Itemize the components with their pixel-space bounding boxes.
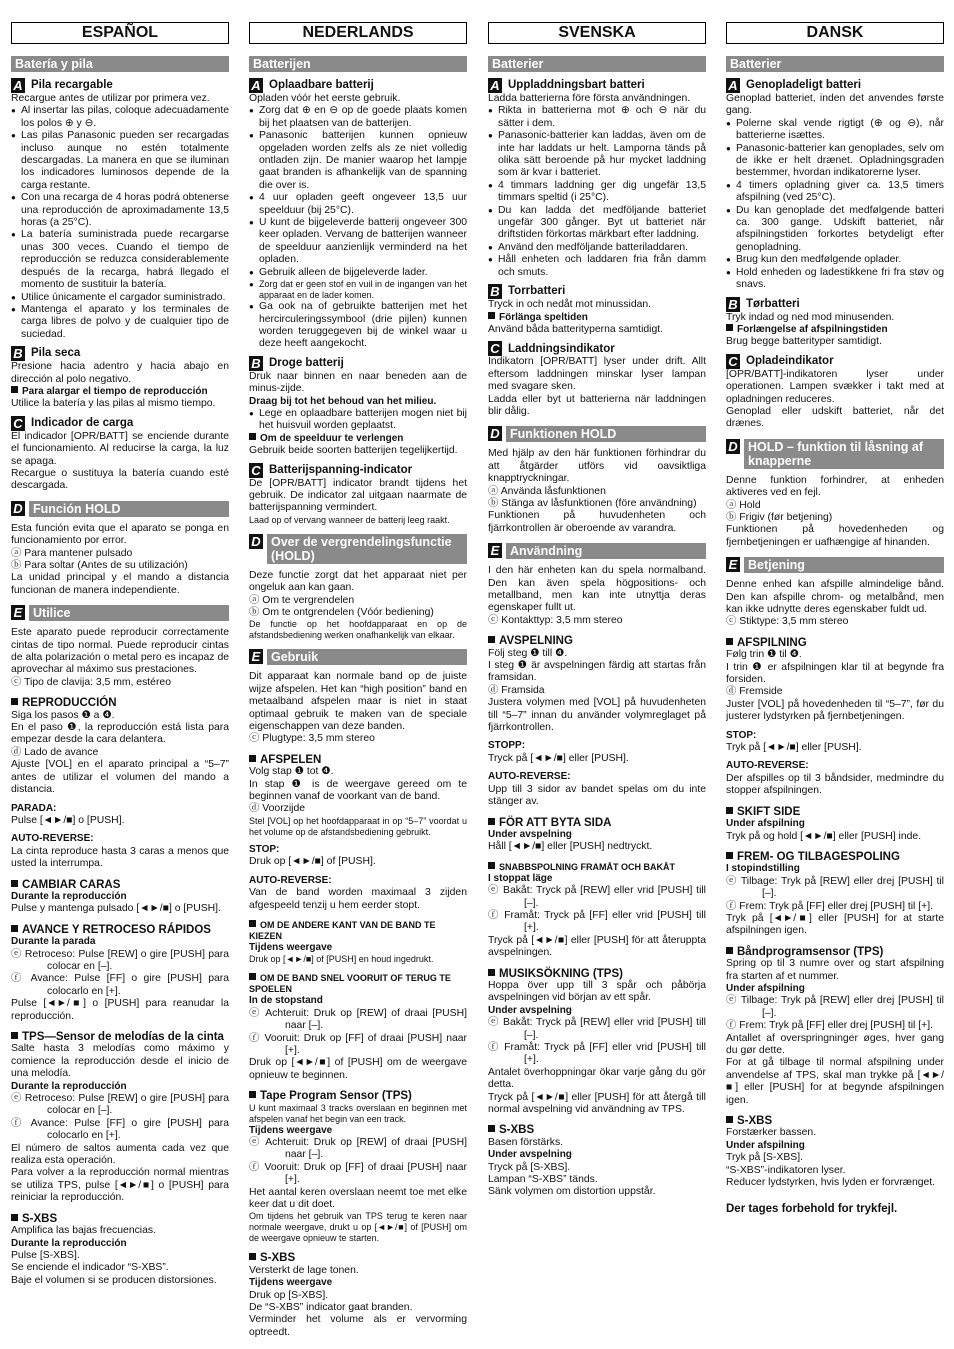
- text: ⓒ Plugtype: 3,5 mm stereo: [249, 733, 375, 745]
- text: ⓔ Retroceso: Pulse [REW] o gire [PUSH] para colocar en [–].: [11, 1093, 229, 1117]
- square-bullet-icon: [249, 1091, 256, 1098]
- heading: S-XBS: [737, 1115, 773, 1128]
- subheading: Om de speelduur te verlengen: [260, 432, 404, 444]
- text: Tryck på [◄►/■] eller [PUSH].: [488, 752, 629, 764]
- section-header: Gebruik: [267, 649, 467, 665]
- text: I trin ❶ er afspilningen klar til at begynde fra forsiden.: [726, 661, 944, 686]
- square-bullet-icon: [488, 312, 495, 319]
- text: La unidad principal y el mando a distancia funcionan de manera independiente.: [11, 572, 229, 596]
- list-item: ● Hold enheden og ladestikkene fri fra støv og snavs.: [726, 267, 944, 292]
- list-item: ● Panasonic-batterier kan laddas, även om de inte har laddats ur helt. Lamporna tänds på olika sätt beroende på hur mycket laddning som är kvar i batteriet.: [488, 130, 706, 180]
- list-item: ● Gebruik alleen de bijgeleverde lader.: [249, 267, 467, 279]
- language-header: ESPAÑOL: [11, 22, 229, 44]
- section-header: Funktionen HOLD: [506, 426, 706, 442]
- heading: OM DE ANDERE KANT VAN DE BAND TE KIEZEN: [249, 919, 436, 941]
- heading: TPS—Sensor de melodías de la cinta: [22, 1031, 224, 1043]
- text: Brug begge batterityper samtidigt.: [726, 336, 882, 348]
- square-bullet-icon: [726, 324, 733, 331]
- text: Ladda eller byt ut batterierna när laddningen blir dålig.: [488, 393, 706, 417]
- text: Indikatorn [OPR/BATT] lyser under drift. Allt eftersom laddningen minskar lyser lampan med svagare sken.: [488, 356, 706, 393]
- text: Siga los pasos ❶ a ❹.: [11, 709, 115, 721]
- text: Lampan “S-XBS” tänds.: [488, 1174, 598, 1186]
- list-item: ● Zorg dat ⊕ en ⊖ op de goede plaats komen bij het plaatsen van de batterijen.: [249, 105, 467, 130]
- text: Druk naar binnen en naar beneden aan de minus-zijde.: [249, 370, 467, 395]
- subheading: PARADA:: [11, 802, 57, 814]
- text: ⓐ Para mantener pulsado: [11, 547, 133, 559]
- text: Tryk indad og ned mod minusenden.: [726, 311, 895, 323]
- text: Baje el volumen si se producen distorsiones.: [11, 1274, 217, 1286]
- list-item: ● Zorg dat er geen stof en vuil in de ingangen van het apparaat en de lader komen.: [249, 279, 467, 301]
- subheading: Para alargar el tiempo de reproducción: [22, 385, 208, 397]
- bullet-list: [249, 105, 467, 350]
- heading: FREM- OG TILBAGESPOLING: [737, 850, 900, 863]
- heading: S-XBS: [22, 1212, 58, 1225]
- text: ⓕ Frem: Tryk på [FF] eller drej [PUSH] til [+].: [726, 1020, 933, 1032]
- column-nederlands: [249, 22, 467, 1342]
- text: ⓕ Frem: Tryk på [FF] eller drej [PUSH] til [+].: [726, 900, 933, 912]
- subheading: Tijdens weergave: [249, 1124, 333, 1136]
- text: ⓕ Avance: Pulse [FF] o gire [PUSH] para colocarlo en [+].: [11, 973, 229, 997]
- subheading: Durante la reproducción: [11, 890, 127, 902]
- text: Dit apparaat kan normale band op de juiste wijze afspelen. Het kan “high position” band en metaalband afspelen maar is niet in staat optimaal gebruik te maken van de speciale eigenschappen van deze banden.: [249, 671, 467, 733]
- text: ⓐ Om te vergrendelen: [249, 594, 355, 606]
- text: La cinta reproduce hasta 3 caras a menos que usted la interrumpa.: [11, 845, 229, 870]
- footer-note: Der tages forbehold for trykfejl.: [726, 1203, 898, 1216]
- subheading: AUTO-REVERSE:: [249, 874, 332, 886]
- square-bullet-icon: [726, 1116, 733, 1123]
- text: Stel [VOL] op het hoofdapparaat in op “5–7” voordat u het volume op de afstandsbediening gebruikt.: [249, 815, 467, 837]
- section-header: Betjening: [744, 557, 944, 573]
- label-a: A: [11, 78, 25, 93]
- text: Juster [VOL] på hovedenheden til “5–7”, før du justerer lydstyrken på fjernbetjeningen.: [726, 698, 944, 723]
- text: Utilice la batería y las pilas al mismo tiempo.: [11, 398, 216, 410]
- bullet-list: [488, 105, 706, 279]
- text: Pulse y mantenga pulsado [◄►/■] o [PUSH].: [11, 903, 221, 915]
- heading: S-XBS: [499, 1124, 535, 1137]
- label-d: D: [11, 501, 25, 516]
- heading: Tape Program Sensor (TPS): [260, 1090, 412, 1103]
- text: Versterkt de lage tonen.: [249, 1264, 359, 1276]
- text: Het aantal keren overslaan neemt toe met elke keer dat u dit doet.: [249, 1186, 467, 1210]
- text: Med hjälp av den här funktionen förhindrar du att åtgärder utförs vid oavsiktliga knapptryckningar.: [488, 448, 706, 485]
- text: ⓔ Retroceso: Pulse [REW] o gire [PUSH] para colocar en [–].: [11, 948, 229, 972]
- list-item: ● Använd den medföljande batteriladdaren.: [488, 242, 706, 254]
- heading: SNABBSPOLNING FRAMÅT OCH BAKÅT: [499, 861, 675, 872]
- language-header: SVENSKA: [488, 22, 706, 44]
- heading: AVANCE Y RETROCESO RÁPIDOS: [22, 923, 211, 936]
- text: El indicador [OPR/BATT] se enciende durante el funcionamiento. Al reducirse la carga, la luz se apaga.: [11, 430, 229, 467]
- text: ⓓ Lado de avance: [11, 746, 99, 758]
- text: ⓔ Tilbage: Tryk på [REW] eller drej [PUSH] til [–].: [726, 875, 944, 900]
- section-header: Batterijen: [249, 56, 467, 72]
- label-b: B: [11, 346, 25, 361]
- text: ⓒ Kontakttyp: 3,5 mm stereo: [488, 614, 623, 626]
- subheading: AUTO-REVERSE:: [726, 760, 809, 772]
- heading: SKIFT SIDE: [737, 805, 801, 818]
- section-header: Batería y pila: [11, 56, 229, 72]
- text: ⓑ Frigiv (før betjening): [726, 511, 833, 523]
- text: Antalet överhoppningar ökar varje gång du gör detta.: [488, 1066, 706, 1091]
- label-a: A: [726, 78, 740, 93]
- square-bullet-icon: [249, 433, 256, 440]
- text: De [OPR/BATT] indicator brandt tijdens het gebruik. De indicator zal uitgaan naarmate de batterijspanning vermindert.: [249, 477, 467, 514]
- text: Reducer lydstyrken, hvis lyden er forvrænget.: [726, 1177, 936, 1189]
- list-item: ● Håll enheten och laddaren fria från damm och smuts.: [488, 254, 706, 279]
- text: Druk op [S-XBS].: [249, 1289, 329, 1301]
- list-item: ● Panasonic-batterier kan genoplades, selv om de ikke er helt drænet. Opladningsgraden bestemmer, hvordan indikatorerne lyser.: [726, 143, 944, 180]
- text: Forstærker bassen.: [726, 1127, 817, 1139]
- text: Amplifica las bajas frecuencias.: [11, 1225, 156, 1237]
- text: I steg ❶ är avspelningen färdig att startas från framsidan.: [488, 660, 706, 684]
- heading: FÖR ATT BYTA SIDA: [499, 816, 612, 829]
- text: Volg stap ❶ tot ❹.: [249, 766, 334, 778]
- text: Se enciende el indicador “S-XBS”.: [11, 1262, 169, 1274]
- text: ⓔ Bakåt: Tryck på [REW] eller vrid [PUSH] till [–].: [488, 885, 706, 909]
- language-header: NEDERLANDS: [249, 22, 467, 44]
- text: Tryck på [◄►/■] eller [PUSH] för att återgå till normal avspelning vid användning av TPS.: [488, 1091, 706, 1116]
- subheading: Tijdens weergave: [249, 1277, 333, 1289]
- section-header: Función HOLD: [29, 501, 229, 517]
- text: Justera volymen med [VOL] på huvudenheten till “5–7” innan du använder volymreglaget på fjärrkontrollen.: [488, 697, 706, 734]
- text: Tryk på [◄►/■] eller [PUSH].: [726, 742, 862, 754]
- subheading: Durante la reproducción: [11, 1080, 127, 1092]
- heading: AVSPELNING: [499, 635, 573, 648]
- text: Recargue o sustituya la batería cuando esté descargada.: [11, 467, 229, 492]
- subheading: Under avspelning: [488, 1004, 572, 1016]
- text: Antallet af overspringninger øges, hver gang du gør dette.: [726, 1032, 944, 1056]
- text: Pulse [S-XBS].: [11, 1249, 80, 1261]
- bullet-list: [11, 105, 229, 341]
- subheading: AUTO-REVERSE:: [488, 771, 571, 783]
- label-d: D: [249, 534, 263, 549]
- label-a: A: [249, 78, 263, 93]
- square-bullet-icon: [488, 969, 495, 976]
- text: I den här enheten kan du spela normalband. Den kan även spela högpositions- och metallband, men kan inte utnyttja deras egenskaper fullt ut.: [488, 565, 706, 614]
- label-c: C: [726, 354, 740, 369]
- square-bullet-icon: [726, 852, 733, 859]
- label-b: B: [726, 297, 740, 312]
- text: Van de band worden maximaal 3 zijden afgespeeld tenzij u hem eerder stopt.: [249, 887, 467, 911]
- language-header: DANSK: [726, 22, 944, 44]
- text: Tryk på [◄►/■] eller [PUSH] for at starte afspilningen igen.: [726, 912, 944, 937]
- subheading: STOP:: [249, 843, 280, 855]
- subsection-title: Indicador de carga: [31, 417, 134, 430]
- subheading: Under afspilning: [726, 1139, 805, 1151]
- subheading: Under afspilning: [726, 982, 805, 994]
- text: Följ steg ❶ till ❹.: [488, 647, 568, 659]
- subsection-title: Genopladeligt batteri: [746, 79, 862, 92]
- bullet-list: [726, 118, 944, 292]
- text: ⓓ Fremside: [726, 686, 783, 698]
- text: Använd båda batterityperna samtidigt.: [488, 323, 664, 335]
- square-bullet-icon: [726, 807, 733, 814]
- text: Presione hacia adentro y hacia abajo en dirección al polo negativo.: [11, 361, 229, 385]
- subheading: Tijdens weergave: [249, 941, 333, 953]
- text: ⓔ Achteruit: Druk op [REW] of draai [PUSH] naar [–].: [249, 1007, 467, 1032]
- section-header: Utilice: [29, 605, 229, 621]
- label-c: C: [488, 341, 502, 356]
- list-item: ● Rikta in batterierna mot ⊕ och ⊖ när du sätter i dem.: [488, 105, 706, 130]
- text: Druk op [◄►/■] of [PUSH].: [249, 856, 376, 868]
- text: Sänk volymen om distortion uppstår.: [488, 1186, 656, 1198]
- label-c: C: [249, 463, 263, 478]
- text: Esta función evita que el aparato se ponga en funcionamiento por error.: [11, 522, 229, 547]
- square-bullet-icon: [11, 386, 18, 393]
- square-bullet-icon: [726, 947, 733, 954]
- text: ⓕ Vooruit: Druk op [FF] of draai [PUSH] naar [+].: [249, 1032, 467, 1056]
- heading: CAMBIAR CARAS: [22, 878, 121, 891]
- text: ⓒ Tipo de clavija: 3,5 mm, estéreo: [11, 676, 171, 688]
- text: Funktionen på hovedenheden og fjernbetjeningen er uafhængige af hinanden.: [726, 524, 944, 548]
- list-item: ● Du kan ladda det medföljande batteriet ungefär 300 gånger. Byt ut batteriet när driftstiden förkortas märkbart efter laddning.: [488, 205, 706, 242]
- text: Ladda batterierna före första användningen.: [488, 93, 691, 104]
- square-bullet-icon: [488, 636, 495, 643]
- text: Der afspilles op til 3 båndsider, medmindre du stopper afspilningen.: [726, 772, 944, 797]
- subsection-title: Oplaadbare batterij: [269, 79, 374, 92]
- heading: OM DE BAND SNEL VOORUIT OF TERUG TE SPOELEN: [249, 973, 451, 995]
- text: ⓓ Voorzijde: [249, 803, 306, 815]
- text: En el paso ❶, la reproducción está lista para empezar desde la cara delantera.: [11, 722, 229, 746]
- list-item: ● 4 uur opladen geeft ongeveer 13,5 uur speelduur (bij 25°C).: [249, 192, 467, 217]
- square-bullet-icon: [249, 973, 256, 980]
- text: Følg trin ❶ til ❹.: [726, 649, 802, 661]
- text: Druk op [◄►/■] of [PUSH] om de weergave opnieuw te beginnen.: [249, 1057, 467, 1081]
- text: Opladen vóór het eerste gebruik.: [249, 93, 401, 104]
- square-bullet-icon: [11, 1214, 18, 1221]
- text: ⓑ Stänga av låsfunktionen (före användning): [488, 497, 697, 509]
- subheading: Durante la parada: [11, 936, 96, 948]
- text: Gebruik beide soorten batterijen tegelijkertijd.: [249, 445, 458, 457]
- text: ⓔ Achteruit: Druk op [REW] of draai [PUSH] naar [–].: [249, 1136, 467, 1161]
- list-item: ● U kunt de bijgeleverde batterij ongeveer 300 keer opladen. Vervang de batterijen wanneer de speelduur aanzienlijk verminderd na het opladen.: [249, 217, 467, 267]
- text: For at gå tilbage til normal afspilning under anvendelse af TPS, skal man trykke på [◄►/■] eller [PUSH] for at begynde afspilningen igen.: [726, 1057, 944, 1106]
- subheading: I stopindstilling: [726, 863, 800, 875]
- label-e: E: [249, 649, 263, 664]
- text: Håll [◄►/■] eller [PUSH] nedtryckt.: [488, 841, 653, 853]
- list-item: ● Ga ook na of gebruikte batterijen met het hercirculeringssymbool (drie pijlen) kunnen worden teruggegeven bij de winkel waar u deze heeft aangekocht.: [249, 301, 467, 351]
- subsection-title: Batterijspanning-indicator: [269, 463, 413, 476]
- text: Verminder het volume als er vervorming optreedt.: [249, 1314, 467, 1338]
- list-item: ● 4 timmars laddning ger dig ungefär 13,5 timmars speltid (i 25°C).: [488, 180, 706, 205]
- text: Pulse [◄►/■] o [PUSH].: [11, 814, 125, 826]
- label-d: D: [488, 426, 502, 441]
- list-item: ● Mantenga el aparato y los terminales de carga libres de polvo y de cualquier tipo de suciedad.: [11, 304, 229, 341]
- heading: S-XBS: [260, 1252, 296, 1265]
- text: Genoplad batteriet, inden det anvendes første gang.: [726, 93, 944, 117]
- list-item: ● La batería suministrada puede recargarse unas 300 veces. Cuando el tiempo de reproducción se reduzca considerablemente después de la recarga, habrá llegado el momento de sustituir la batería.: [11, 229, 229, 291]
- label-a: A: [488, 78, 502, 93]
- column-dansk: [726, 22, 944, 1342]
- square-bullet-icon: [11, 925, 18, 932]
- subheading: In de stopstand: [249, 995, 323, 1007]
- text: Tryk på [S-XBS].: [726, 1152, 803, 1164]
- label-e: E: [488, 543, 502, 558]
- text: Upp till 3 sidor av bandet spelas om du inte stänger av.: [488, 783, 706, 808]
- heading: AFSPELEN: [260, 753, 322, 766]
- text: [OPR/BATT]-indikatoren lyser under operationen. Lampen svækker i takt med at opladningen reduceres.: [726, 368, 944, 405]
- text: Deze functie zorgt dat het apparaat niet per ongeluk aan kan gaan.: [249, 569, 467, 594]
- square-bullet-icon: [488, 818, 495, 825]
- label-e: E: [11, 605, 25, 620]
- subheading: AUTO-REVERSE:: [11, 833, 94, 845]
- label-c: C: [11, 416, 25, 431]
- text: De “S-XBS” indicator gaat branden.: [249, 1302, 413, 1314]
- text: Tryk på og hold [◄►/■] eller [PUSH] inde.: [726, 830, 922, 842]
- text: ⓕ Framåt: Tryck på [FF] eller vrid [PUSH] till [+].: [488, 909, 706, 934]
- text: “S-XBS”-indikatoren lyser.: [726, 1164, 846, 1176]
- text: El número de saltos aumenta cada vez que realiza esta operación.: [11, 1142, 229, 1167]
- list-item: ● Al insertar las pilas, coloque adecuadamente los polos ⊕ y ⊖.: [11, 105, 229, 130]
- text: In stap ❶ is de weergave gereed om te beginnen vanaf de voorkant van de band.: [249, 778, 467, 803]
- subsection-title: Droge batterij: [269, 357, 344, 370]
- square-bullet-icon: [726, 638, 733, 645]
- text: Este aparato puede reproducir correctamente cintas de tipo normal. Puede reproducir cintas de alta polarización o metal pero es incapaz de aprovechar al máximo sus prestaciones.: [11, 627, 229, 676]
- subsection-title: Uppladdningsbart batteri: [508, 79, 645, 92]
- text: ⓒ Stiktype: 3,5 mm stereo: [726, 616, 849, 628]
- text: ⓐ Hold: [726, 499, 761, 511]
- square-bullet-icon: [11, 1032, 18, 1039]
- text: Salte hasta 3 melodías como máximo y comience la reproducción desde el inicio de una melodía.: [11, 1043, 229, 1080]
- subheading: Forlængelse af afspilningstiden: [737, 323, 888, 335]
- subheading: Draag bij tot het behoud van het milieu.: [249, 395, 437, 407]
- text: Tryck på [◄►/■] eller [PUSH] för att återuppta avspelningen.: [488, 934, 706, 959]
- section-header: Over de vergrendelingsfunctie (HOLD): [267, 534, 467, 564]
- section-header: Användning: [506, 543, 706, 559]
- text: Para volver a la reproducción normal mientras se utiliza TPS, pulse [◄►/■] o [PUSH] para reiniciar la reproducción.: [11, 1167, 229, 1204]
- text: ⓑ Para soltar (Antes de su utilización): [11, 560, 188, 571]
- label-e: E: [726, 557, 740, 572]
- square-bullet-icon: [249, 755, 256, 762]
- text: ⓕ Framåt: Tryck på [FF] eller vrid [PUSH] till [+].: [488, 1042, 706, 1066]
- subheading: Under avspelning: [488, 828, 572, 840]
- list-item: ● Utilice únicamente el cargador suministrado.: [11, 292, 229, 304]
- subsection-title: Pila recargable: [31, 79, 113, 92]
- text: Hoppa över upp till 3 spår och påbörja avspelningen vid början av ett spår.: [488, 979, 706, 1004]
- square-bullet-icon: [249, 1253, 256, 1260]
- subsection-title: Tørbatteri: [746, 297, 800, 310]
- heading: REPRODUCCIÓN: [22, 697, 117, 710]
- label-d: D: [726, 439, 740, 454]
- subheading: Under avspelning: [488, 1149, 572, 1161]
- text: De functie op het hoofdapparaat en op de afstandsbediening werken onafhankelijk van elkaar.: [249, 619, 467, 641]
- text: Om tijdens het gebruik van TPS terug te keren naar normale weergave, drukt u op [◄►/■] of [PUSH] om de weergave opnieuw te starten.: [249, 1211, 467, 1244]
- heading: MUSIKSÖKNING (TPS): [499, 967, 623, 980]
- subheading: I stoppat läge: [488, 872, 553, 884]
- text: ⓔ Bakåt: Tryck på [REW] eller vrid [PUSH] till [–].: [488, 1017, 706, 1041]
- subsection-title: Laddningsindikator: [508, 342, 615, 355]
- subsection-title: Opladeindikator: [746, 355, 834, 368]
- text: Denne funktion forhindrer, at enheden aktiveres ved en fejl.: [726, 474, 944, 499]
- subsection-title: Pila seca: [31, 347, 81, 360]
- label-b: B: [488, 284, 502, 299]
- list-item: ● 4 timers opladning giver ca. 13,5 timers afspilning (ved 25°C).: [726, 180, 944, 205]
- square-bullet-icon: [11, 880, 18, 887]
- column-espanol: [11, 22, 229, 1342]
- text: Laad op of vervang wanneer de batterij leeg raakt.: [249, 514, 450, 525]
- square-bullet-icon: [11, 698, 18, 705]
- text: Recargue antes de utilizar por primera vez.: [11, 93, 210, 104]
- list-item: ● Polerne skal vende rigtigt (⊕ og ⊖), når batterierne isættes.: [726, 118, 944, 143]
- section-header: Batterier: [488, 56, 706, 72]
- square-bullet-icon: [488, 1125, 495, 1132]
- heading: AFSPILNING: [737, 636, 807, 649]
- section-header: Batterier: [726, 56, 944, 72]
- heading: Båndprogramsensor (TPS): [737, 945, 884, 958]
- column-svenska: [488, 22, 706, 1342]
- label-b: B: [249, 356, 263, 371]
- text: ⓐ Använda låsfunktionen: [488, 485, 606, 497]
- text: ⓕ Avance: Pulse [FF] o gire [PUSH] para colocarlo en [+].: [11, 1117, 229, 1142]
- list-item: ● Panasonic batterijen kunnen opnieuw opgeladen worden zelfs als ze niet volledig ontladen zijn. De manier waarop het lampje gaat branden is afhankelijk van de spanning die over is.: [249, 130, 467, 192]
- section-header: HOLD – funktion til låsning af knapperne: [744, 439, 944, 469]
- list-item: ● Con una recarga de 4 horas podrá obtenerse una reproducción de aproximadamente 13,5 horas (a 25°C).: [11, 192, 229, 229]
- square-bullet-icon: [249, 920, 256, 927]
- text: Tryck på [S-XBS].: [488, 1161, 571, 1173]
- text: ⓓ Framsida: [488, 684, 545, 696]
- text: ⓕ Vooruit: Druk op [FF] of draai [PUSH] naar [+].: [249, 1161, 467, 1186]
- subheading: Durante la reproducción: [11, 1237, 127, 1249]
- text: Denne enhed kan afspille almindelige bånd. Den kan afspille chrom- og metalbånd, men kan ikke udnytte deres egenskaber fuldt ud.: [726, 579, 944, 615]
- list-item: ● Las pilas Panasonic pueden ser recargadas incluso aunque no estén totalmente descargadas. La manera en que se iluminan los indicadores luminosos depende de la carga restante.: [11, 130, 229, 192]
- text: Druk op [◄►/■] of [PUSH] en houd ingedrukt.: [249, 954, 434, 965]
- text: ⓑ Om te ontgrendelen (Vóór bediening): [249, 607, 434, 618]
- subheading: Under afspilning: [726, 818, 805, 830]
- list-item: ● Du kan genoplade det medfølgende batteri ca. 300 gange. Udskift batteriet, når afspilningstiden forkortes betydeligt efter genopladning.: [726, 205, 944, 255]
- square-bullet-icon: [488, 862, 495, 869]
- subsection-title: Torrbatteri: [508, 285, 566, 298]
- text: U kunt maximaal 3 tracks overslaan en beginnen met afspelen vanaf het begin van een track.: [249, 1102, 467, 1124]
- list-item: ● Brug kun den medfølgende oplader.: [726, 254, 944, 266]
- subheading: Förlänga speltiden: [499, 311, 588, 323]
- text: Basen förstärks.: [488, 1136, 564, 1148]
- text: ⓔ Tilbage: Tryk på [REW] eller drej [PUSH] til [–].: [726, 995, 944, 1019]
- list-item: ● Lege en oplaadbare batterijen mogen niet bij het huisvuil worden geplaatst.: [249, 408, 467, 433]
- text: Pulse [◄►/■] o [PUSH] para reanudar la reproducción.: [11, 998, 229, 1022]
- subheading: STOPP:: [488, 740, 526, 752]
- text: Ajuste [VOL] en el aparato principal a “5–7” antes de utilizar el volumen del mando a distancia.: [11, 759, 229, 796]
- text: Genoplad eller udskift batteriet, når det drænes.: [726, 405, 944, 430]
- text: Spring op til 3 numre over og start afspilning fra starten af et nummer.: [726, 958, 944, 982]
- subheading: STOP:: [726, 729, 757, 741]
- text: Funktionen på huvudenheten och fjärrkontrollen är oberoende av varandra.: [488, 510, 706, 534]
- text: Tryck in och nedåt mot minussidan.: [488, 299, 652, 311]
